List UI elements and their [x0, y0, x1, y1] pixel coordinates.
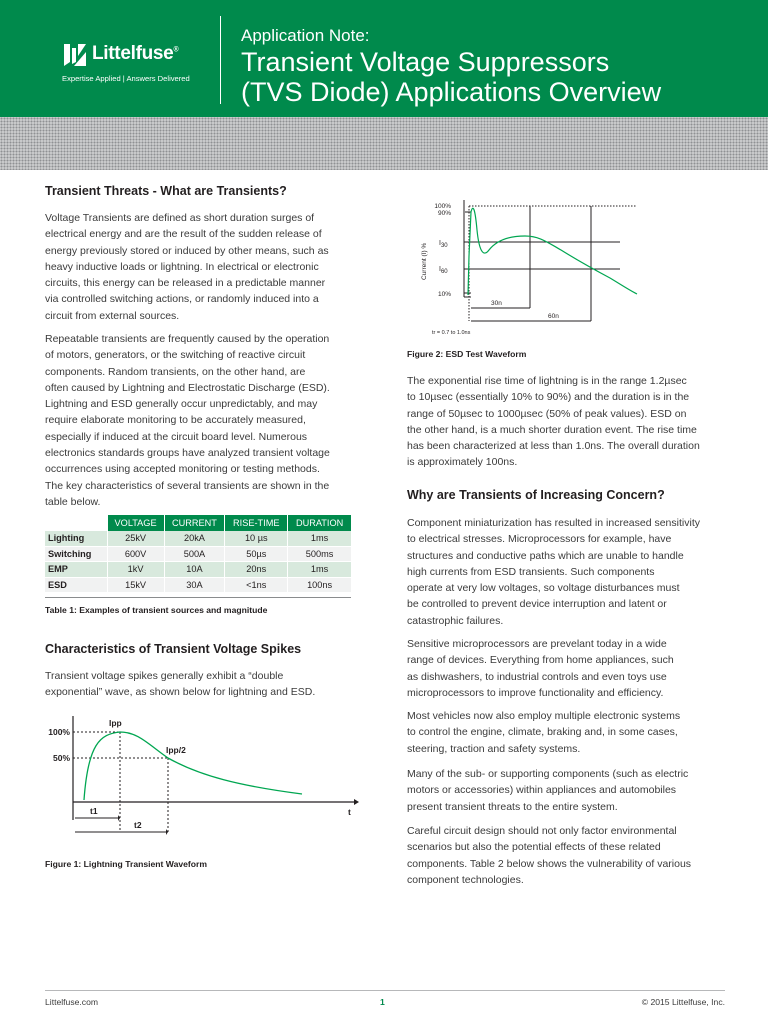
- text-line: operate at very low voltages, so voltage disturbances must: [407, 582, 680, 595]
- text-line: component technologies.: [407, 873, 524, 886]
- table-header-cell: VOLTAGE: [107, 515, 164, 531]
- text-line: Many of the sub- or supporting components (such as electric: [407, 768, 689, 780]
- table-header-cell: RISE-TIME: [225, 515, 288, 531]
- text-line: catastrophic failures.: [407, 614, 504, 627]
- text-line: occurrences using accepted monitoring or testing methods.: [45, 463, 320, 476]
- label-50-percent: 50%: [52, 753, 70, 763]
- label-i60-sub: 60: [440, 269, 448, 275]
- table-cell: 20kA: [164, 531, 225, 546]
- text-line: energy previously stored or induced by other means, such as: [45, 244, 329, 257]
- table-row: [45, 577, 351, 593]
- paragraph-transients-definition: [45, 210, 329, 324]
- table-cell: 10A: [164, 562, 225, 578]
- text-line: via controlled switching actions, or randomly induced into a: [45, 293, 319, 306]
- table-cell: 100ns: [288, 577, 351, 593]
- label-i60: [439, 266, 448, 275]
- text-line: present transient threats to the entire system.: [407, 800, 618, 813]
- text-line: often caused by Lightning and Electrostatic Discharge (ESD).: [45, 381, 330, 394]
- text-line: has been characterized at less than 1.0ns. The overall duration: [407, 440, 700, 453]
- figure2-caption: Figure 2: ESD Test Waveform: [407, 349, 527, 359]
- text-line: structures and conductive paths which are unable to handle: [407, 549, 684, 562]
- title-line-1: Transient Voltage Suppressors: [241, 47, 610, 77]
- paragraph-miniaturization: [407, 515, 700, 629]
- table-cell: 1ms: [288, 531, 351, 546]
- text-line: Repeatable transients are frequently caused by the operation: [45, 333, 330, 345]
- title-line-2: (TVS Diode) Applications Overview: [241, 77, 662, 107]
- text-line: electronics standards groups have analyzed transient voltage: [45, 447, 330, 460]
- label-i30: [439, 240, 448, 249]
- text-line: circuit from external sources.: [45, 309, 180, 322]
- label-rise-time: tr = 0.7 to 1.0ns: [432, 330, 471, 336]
- label-t1: t1: [90, 806, 98, 816]
- paragraph-rise-time: [407, 373, 700, 471]
- transient-sources-table: [45, 515, 351, 593]
- text-line: require elaborate monitoring to be accurately measured,: [45, 414, 306, 427]
- heading-increasing-concern: Why are Transients of Increasing Concern?: [407, 488, 665, 502]
- waveform-curve: [84, 732, 302, 800]
- label-30n: 30n: [491, 300, 502, 307]
- label-60n: 60n: [548, 313, 559, 320]
- label-t: t: [348, 807, 351, 817]
- footer-copyright: © 2015 Littelfuse, Inc.: [641, 997, 725, 1007]
- text-line: Transient voltage spikes generally exhibit a “double: [45, 670, 284, 682]
- text-line: The exponential rise time of lightning is in the range 1.2µsec: [407, 375, 687, 387]
- text-line: to 10µsec (essentially 10% to 90%) and the duration is in the: [407, 391, 690, 404]
- text-line: Sensitive microprocessors are prevelant today in a wide: [407, 638, 667, 650]
- table-cell: 20ns: [225, 562, 288, 578]
- table-cell: EMP: [45, 562, 107, 578]
- heading-characteristics: Characteristics of Transient Voltage Spikes: [45, 642, 302, 656]
- table1-caption: Table 1: Examples of transient sources and magnitude: [45, 605, 268, 615]
- table-bottom-rule: [45, 597, 351, 598]
- table-cell: 30A: [164, 577, 225, 593]
- table-cell: 500A: [164, 546, 225, 562]
- text-line: Lightning and ESD generally occur unpredictably, and may: [45, 398, 318, 411]
- paragraph-sub-components: [407, 766, 688, 815]
- label-10-percent: 10%: [437, 291, 451, 298]
- table-header-cell: CURRENT: [164, 515, 225, 531]
- text-line: exponential” wave, as shown below for lightning and ESD.: [45, 686, 316, 699]
- text-line: to electrical stresses. Microprocessors for example, have: [407, 533, 672, 546]
- label-ipp-half: Ipp/2: [166, 745, 186, 755]
- footer-site-link[interactable]: Littelfuse.com: [45, 997, 99, 1007]
- text-line: components. Table 2 below shows the vulnerability of various: [407, 857, 692, 870]
- label-i30-main: I: [439, 240, 441, 247]
- heading-transient-threats: Transient Threats - What are Transients?: [45, 184, 287, 198]
- paragraph-circuit-design: [407, 823, 691, 888]
- logo-wordmark: Littelfuse®: [92, 43, 179, 64]
- label-100-percent: 100%: [48, 727, 70, 737]
- text-line: motors or accessories) within appliances and automobiles: [407, 784, 677, 797]
- text-line: range of 50µsec to 1000µsec (50% of peak values). ESD on: [407, 407, 687, 420]
- text-line: electrical energy and are the result of the sudden release of: [45, 228, 322, 241]
- text-line: scenarios but also the potential effects of these related: [407, 841, 661, 854]
- dotted-banner: [0, 117, 768, 170]
- table-cell: Switching: [45, 546, 107, 562]
- page-header: [0, 0, 768, 117]
- label-t2: t2: [134, 820, 142, 830]
- table-header-cell: DURATION: [288, 515, 351, 531]
- paragraph-vehicles: [407, 708, 680, 757]
- text-line: circuits, this energy can be released in a predictable manner: [45, 277, 326, 290]
- table-cell: 600V: [107, 546, 164, 562]
- lightning-waveform-figure: [40, 714, 360, 836]
- waveform-curve: [468, 208, 637, 295]
- table-cell: 10 µs: [225, 531, 288, 546]
- paragraph-double-exponential: [45, 668, 315, 701]
- table-cell: 25kV: [107, 531, 164, 546]
- text-line: microprocessors to improve functionality and efficiency.: [407, 686, 664, 699]
- table-cell: ESD: [45, 577, 107, 593]
- document-title: [241, 47, 661, 107]
- text-line: Careful circuit design should not only factor environmental: [407, 825, 677, 837]
- text-line: is approximately 100ns.: [407, 456, 518, 469]
- label-i30-sub: 30: [440, 243, 448, 249]
- table-cell: 50µs: [225, 546, 288, 562]
- text-line: components. Random transients, on the other hand, are: [45, 365, 306, 378]
- table-cell: Lighting: [45, 531, 107, 546]
- label-ipp: Ipp: [109, 718, 122, 728]
- table-row: [45, 562, 351, 578]
- text-line: especially if induced at the circuit board level. Numerous: [45, 430, 308, 443]
- table-cell: 15kV: [107, 577, 164, 593]
- label-i60-main: I: [439, 266, 441, 273]
- text-line: Voltage Transients are defined as short duration surges of: [45, 212, 315, 224]
- table-row: [45, 546, 351, 562]
- text-line: of motors, generators, or the switching of reactive circuit: [45, 349, 306, 362]
- text-line: as dishwashers, to industrial controls and even toys use: [407, 670, 667, 683]
- table-cell: <1ns: [225, 577, 288, 593]
- header-divider: [220, 16, 221, 104]
- x-axis-arrow: [354, 799, 359, 805]
- text-line: steering, traction and safety systems.: [407, 742, 581, 755]
- text-line: table below.: [45, 495, 101, 508]
- text-line: Most vehicles now also employ multiple electronic systems: [407, 710, 681, 722]
- paragraph-repeatable-transients: [45, 331, 330, 510]
- text-line: Component miniaturization has resulted in increased sensitivity: [407, 517, 700, 529]
- table-cell: 1kV: [107, 562, 164, 578]
- logo-tagline: Expertise Applied | Answers Delivered: [62, 74, 190, 83]
- table-header-cell: [45, 515, 107, 531]
- text-line: the other hand, is a much shorter duration event. The rise time: [407, 423, 697, 436]
- figure1-caption: Figure 1: Lightning Transient Waveform: [45, 859, 208, 869]
- label-100-percent: 100%: [434, 203, 451, 210]
- text-line: high currents from ESD transients. Such components: [407, 565, 655, 578]
- text-line: be controlled to prevent device interruption and latent or: [407, 598, 667, 611]
- label-90-percent: 90%: [437, 210, 451, 217]
- text-line: to control the engine, climate, braking and, in some cases,: [407, 726, 678, 739]
- text-line: The key characteristics of several transients are shown in the: [45, 479, 330, 492]
- page-number: 1: [380, 997, 385, 1007]
- footer-rule: [45, 990, 725, 991]
- table-cell: 1ms: [288, 562, 351, 578]
- table-header-row: [45, 515, 351, 531]
- table-cell: 500ms: [288, 546, 351, 562]
- app-note-label: Application Note:: [241, 26, 370, 45]
- littelfuse-logo: [62, 42, 212, 92]
- littelfuse-logo-icon: [62, 42, 88, 68]
- esd-waveform-figure: [405, 198, 645, 338]
- text-line: heavy inductive loads or lightning. In electrical or electronic: [45, 260, 319, 273]
- t2-arrow: [166, 829, 168, 835]
- y-axis-label: Current (I) %: [421, 242, 428, 280]
- paragraph-microprocessors: [407, 636, 674, 701]
- table-row: [45, 531, 351, 546]
- text-line: range of devices. Everything from home appliances, such: [407, 654, 674, 667]
